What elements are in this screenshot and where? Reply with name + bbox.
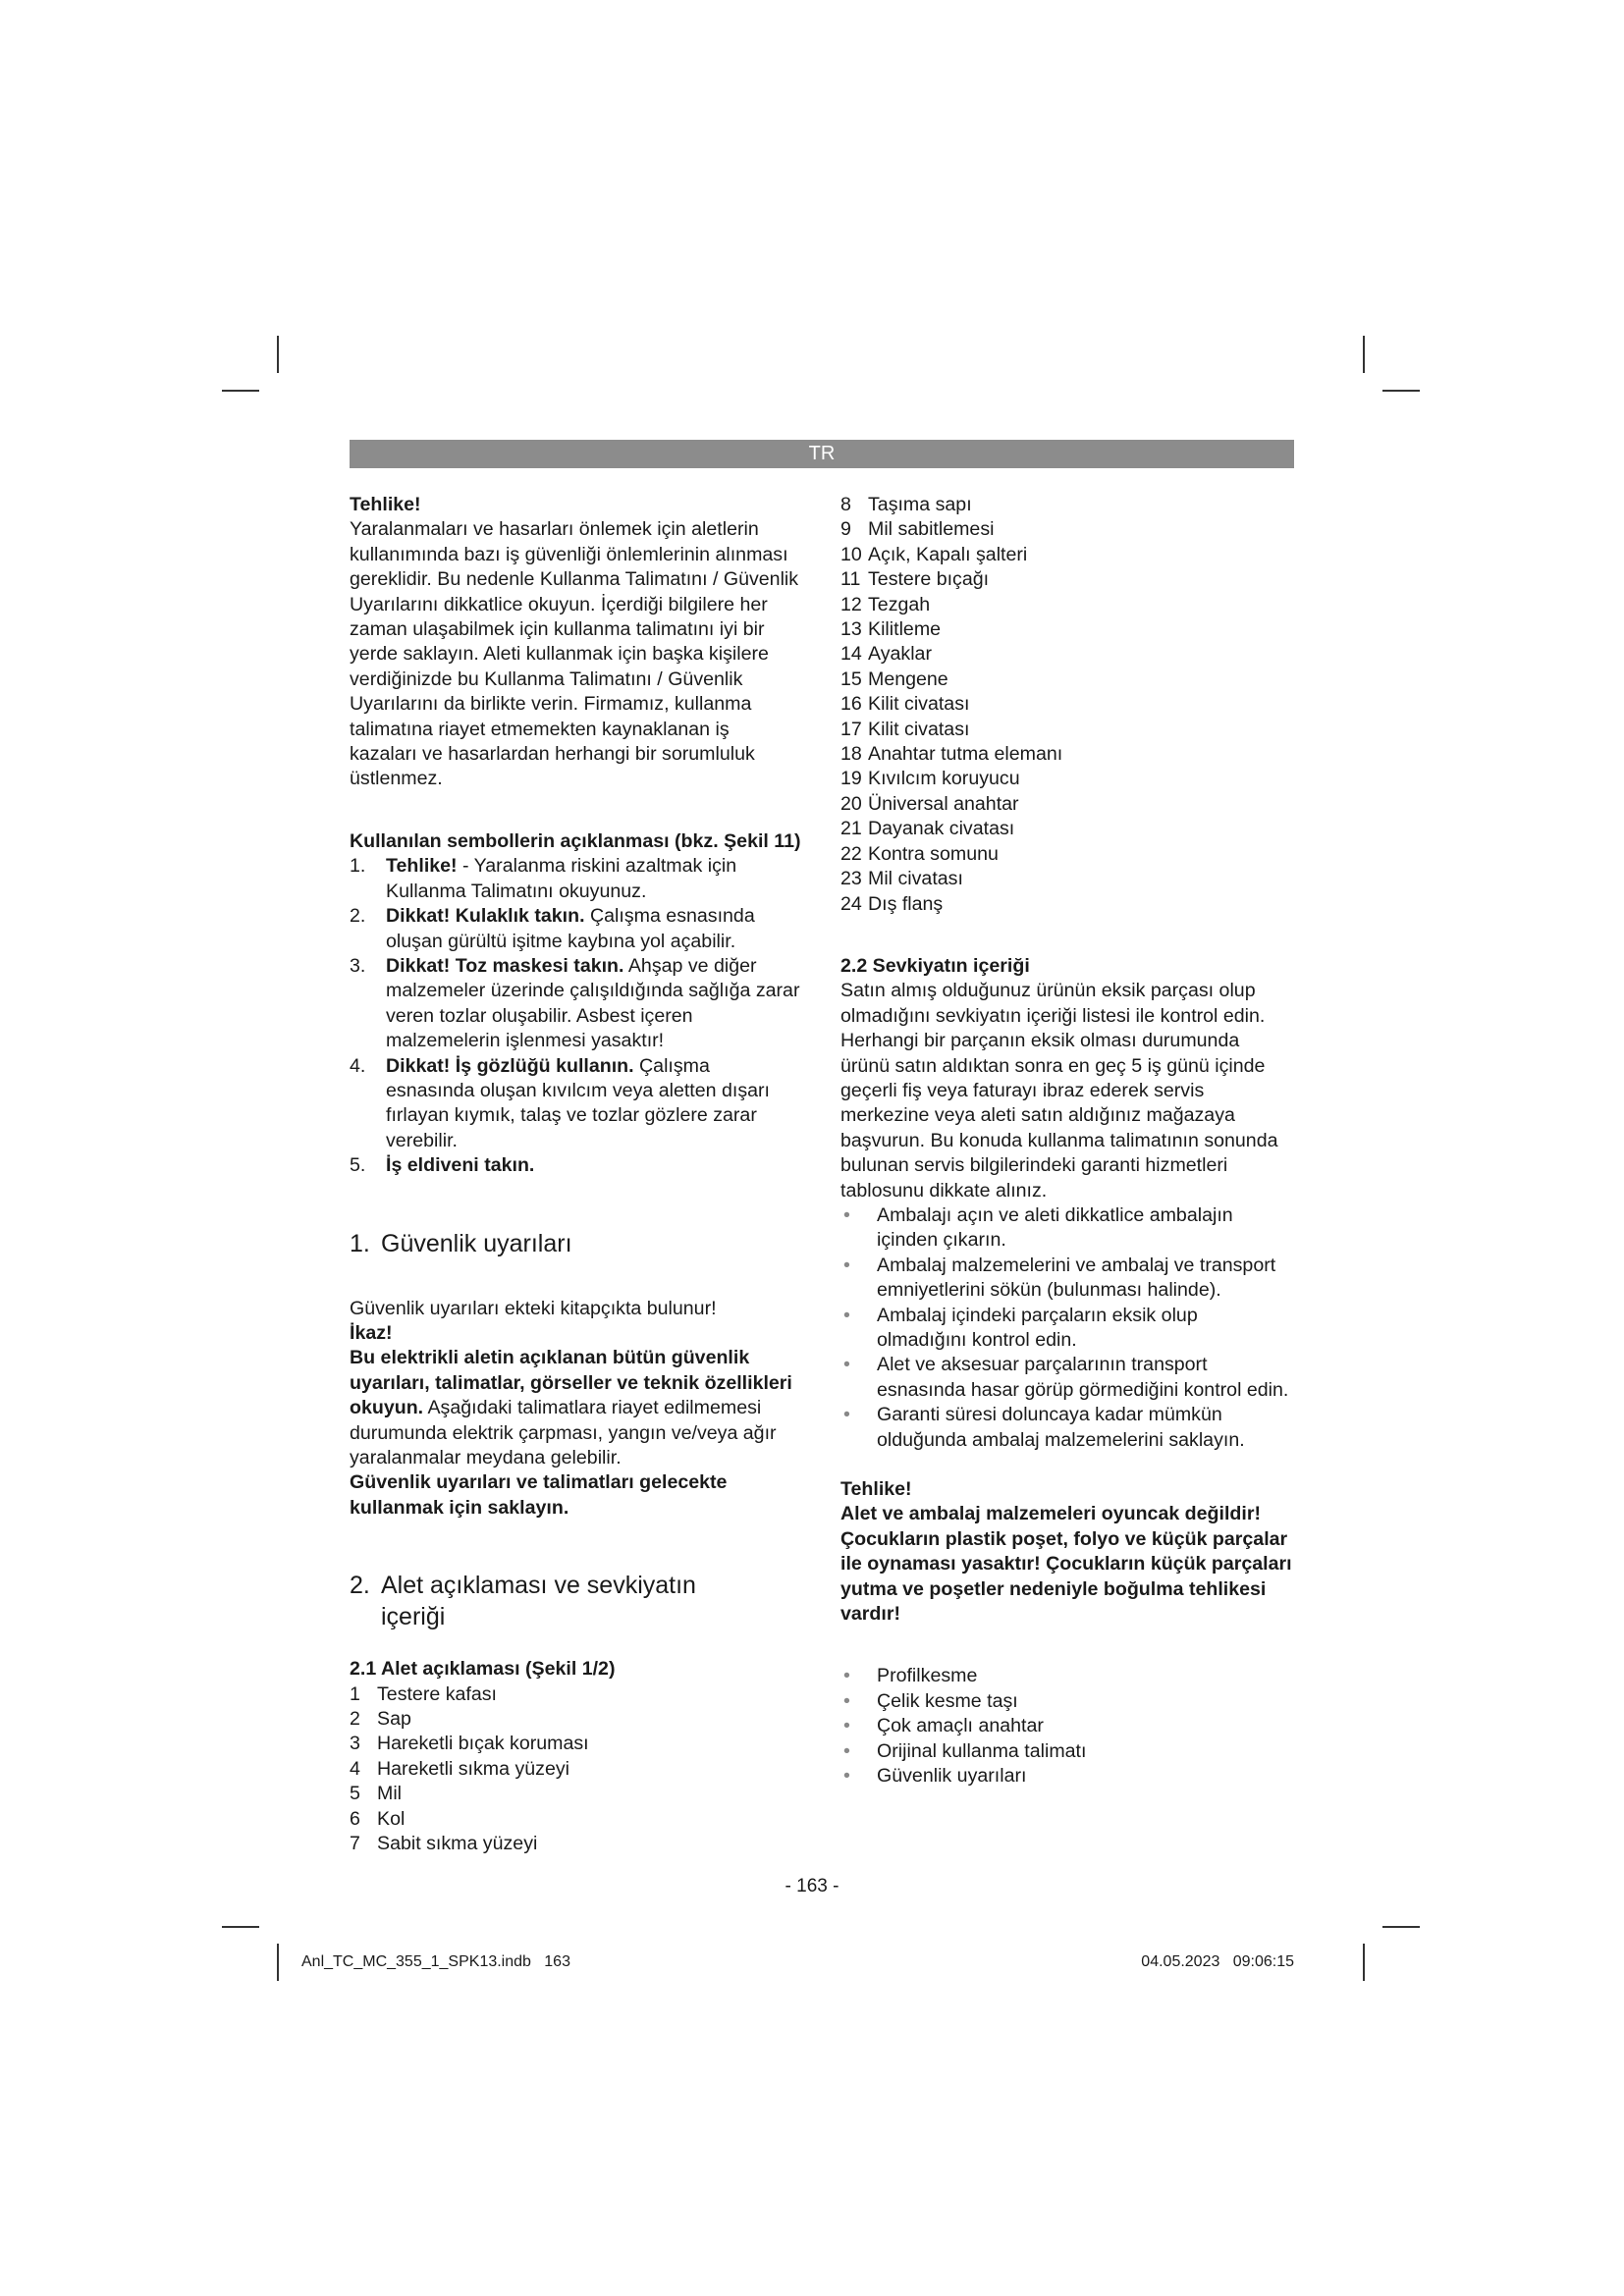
part-name: Mil civatası [868,868,963,890]
part-item [350,1757,801,1782]
section-1-paragraph [350,1346,801,1470]
part-name: Kilit civatası [868,693,970,716]
symbol-text: Çalışma esnasında oluşan gürültü işitme kaybına yol açabilir. [386,905,755,952]
left-column [350,493,801,1856]
part-item [840,593,1292,617]
part-number: 22 [840,842,862,865]
part-number: 15 [840,667,862,690]
section-1-number: 1. [350,1229,370,1257]
part-name: Kol [377,1807,406,1830]
part-item [840,617,1292,642]
part-number: 6 [350,1807,360,1830]
symbols-heading: Kullanılan sembollerin açıklanması (bkz. Şekil 11) [350,829,801,852]
crop-mark [222,1926,259,1928]
part-item [840,642,1292,667]
crop-mark [222,390,259,392]
part-number: 11 [840,568,861,591]
bullet-icon: • [843,1665,850,1687]
bullet-item [840,1403,1292,1453]
danger-heading-right: Tehlike! [840,1478,912,1501]
part-number: 2 [350,1708,360,1731]
part-name: Testere bıçağı [868,568,990,591]
bullet-item [840,1739,1292,1764]
crop-mark [1382,390,1420,392]
bullet-item [840,1254,1292,1304]
part-number: 21 [840,818,862,840]
symbol-text: Çalışma esnasında oluşan kıvılcım veya aletten dışarı fırlayan kıymık, talaş ve tozlar gözlere zarar verebilir. [386,1054,770,1151]
part-number: 3 [350,1733,360,1755]
part-item [350,1707,801,1732]
bullet-item [840,1714,1292,1738]
crop-mark [1363,336,1365,373]
part-item [350,1732,801,1756]
bullet-text: Güvenlik uyarıları [877,1765,1027,1788]
part-name: Tezgah [868,593,931,615]
part-name: Kontra somunu [868,842,999,865]
danger-heading: Tehlike! [350,494,421,515]
section-2-title-line-1: Alet açıklaması ve sevkiyatın [381,1572,696,1600]
part-name: Sap [377,1708,411,1731]
bullet-icon: • [843,1689,850,1712]
part-item [840,892,1292,917]
part-number: 1 [350,1682,360,1705]
symbol-item [350,854,801,904]
part-number: 16 [840,693,862,716]
delivery-contents-list [840,1664,1292,1789]
section-2-2-heading: 2.2 Sevkiyatın içeriği [840,954,1030,977]
part-number: 7 [350,1833,360,1855]
part-item [840,842,1292,867]
bullet-text: Çok amaçlı anahtar [877,1715,1044,1737]
part-item [840,792,1292,817]
footer-timestamp: 04.05.2023 09:06:15 [1141,1953,1294,1970]
part-item [840,867,1292,891]
parts-list-left [350,1682,801,1857]
part-number: 10 [840,543,862,565]
part-name: Kilit civatası [868,718,970,740]
part-number: 13 [840,618,862,641]
part-number: 9 [840,518,851,541]
part-name: Açık, Kapalı şalteri [868,543,1028,565]
part-name: Kilitleme [868,618,942,641]
footer-filename: Anl_TC_MC_355_1_SPK13.indb 163 [301,1953,570,1970]
part-number: 17 [840,718,862,740]
part-item [350,1832,801,1856]
bullet-icon: • [843,1203,850,1226]
part-number: 23 [840,868,862,890]
symbol-bold: Tehlike! [386,855,458,878]
part-item [350,1682,801,1707]
bullet-icon: • [843,1715,850,1737]
symbol-number: 5. [350,1154,366,1177]
danger-bold-text: Alet ve ambalaj malzemeleri oyuncak değildir! Çocukların plastik poşet, folyo ve küçük parçalar ile oynaması yasaktır! Çocukların küçük parçaları yutma ve poşetler nedeniyle boğulma tehlikesi vardır! [840,1503,1292,1626]
part-name: Mengene [868,667,948,690]
part-item [840,767,1292,791]
part-number: 20 [840,792,862,815]
part-number: 24 [840,892,862,915]
bullet-text: Profilkesme [877,1665,978,1687]
part-number: 12 [840,593,862,615]
part-item [840,817,1292,841]
symbol-bold: Dikkat! Toz maskesi takın. [386,954,624,977]
part-item [840,567,1292,592]
part-number: 4 [350,1757,360,1780]
part-name: Taşıma sapı [868,494,972,515]
bullet-text: Ambalaj içindeki parçaların eksik olup olmadığını kontrol edin. [877,1304,1198,1351]
part-item [840,692,1292,717]
bullet-item [840,1664,1292,1688]
symbol-number: 1. [350,855,366,878]
part-item [840,543,1292,567]
right-column [840,493,1292,1789]
language-header-bar [350,440,1294,468]
bullet-item [840,1353,1292,1403]
bullet-icon: • [843,1304,850,1326]
section-1-bold-text: Bu elektrikli aletin açıklanan bütün güvenlik uyarıları, talimatlar, görseller ve teknik özellikleri okuyun. [350,1347,792,1419]
part-number: 8 [840,494,851,515]
part-name: Mil sabitlemesi [868,518,995,541]
symbol-text: - Yaralanma riskini azaltmak için Kullanma Talimatını okuyunuz. [386,855,737,902]
bullet-text: Orijinal kullanma talimatı [877,1739,1087,1762]
part-number: 18 [840,743,862,766]
symbol-bold: İş eldiveni takın. [386,1154,535,1177]
part-name: Anahtar tutma elemanı [868,743,1063,766]
part-item [840,742,1292,767]
part-item [350,1807,801,1832]
bullet-icon: • [843,1354,850,1376]
crop-mark [1382,1926,1420,1928]
part-name: Dayanak civatası [868,818,1015,840]
section-1-intro: Güvenlik uyarıları ekteki kitapçıkta bulunur! [350,1297,717,1319]
part-name: Kıvılcım koruyucu [868,768,1020,790]
part-item [840,718,1292,742]
part-number: 14 [840,643,862,666]
bullet-icon: • [843,1765,850,1788]
symbol-text: Ahşap ve diğer malzemeler üzerinde çalışıldığında sağlığa zarar veren tozlar oluşabilir. Asbest içeren malzemelerin işlenmesi yasaktır! [386,954,800,1052]
parts-list-right [840,493,1292,917]
bullet-item [840,1304,1292,1354]
part-number: 19 [840,768,862,790]
section-1-heading [350,1228,801,1259]
part-name: Üniversal anahtar [868,792,1019,815]
part-item [840,517,1292,542]
page-number: - 163 - [785,1876,839,1896]
symbol-number: 3. [350,954,366,977]
bullet-icon: • [843,1739,850,1762]
section-1-title: Güvenlik uyarıları [381,1229,572,1257]
symbol-item [350,954,801,1054]
bullet-text: Çelik kesme taşı [877,1689,1018,1712]
bullet-item [840,1203,1292,1254]
part-name: Testere kafası [377,1682,497,1705]
crop-mark [1363,1944,1365,1981]
part-number: 5 [350,1783,360,1805]
symbol-bold: Dikkat! Kulaklık takın. [386,905,585,928]
section-2-number: 2. [350,1572,370,1600]
danger-text: Yaralanmaları ve hasarları önlemek için aletlerin kullanımında bazı iş güvenliği önlemlerinin alınması gereklidir. Bu nedenle Kullanma Talimatını / Güvenlik Uyarılarını dikkatlice okuyun. İçerdiği bilgilere her zaman ulaşabilmek için kullanma talimatını iyi bir yerde saklayın. Aleti kullanmak için başka kişilere verdiğinizde bu Kullanma Talimatını / Güvenlik Uyarılarını da birlikte verin. Firmamız, kullanma talimatına riayet etmemekten kaynaklanan iş kazaları ve hasarlardan herhangi bir sorumluluk üstlenmez. [350,518,799,790]
part-item [840,493,1292,517]
symbols-list [350,854,801,1178]
language-code: TR [808,443,836,464]
symbol-bold: Dikkat! İş gözlüğü kullanın. [386,1054,634,1077]
bullet-text: Alet ve aksesuar parçalarının transport esnasında hasar görüp görmediğini kontrol edin. [877,1354,1289,1401]
part-name: Ayaklar [868,643,932,666]
symbol-item [350,904,801,954]
bullet-icon: • [843,1404,850,1426]
bullet-text: Ambalaj malzemelerini ve ambalaj ve transport emniyetlerini sökün (bulunması halinde). [877,1254,1276,1302]
symbol-number: 4. [350,1054,366,1077]
crop-mark [277,336,279,373]
section-2-heading [350,1570,801,1632]
part-name: Dış flanş [868,892,944,915]
unpack-steps-list [840,1203,1292,1453]
part-item [350,1782,801,1806]
section-2-2-text: Satın almış olduğunuz ürünün eksik parçası olup olmadığını sevkiyatın içeriği listesi ile kontrol edin. Herhangi bir parçanın eksik olması durumunda ürünü satın aldıktan sonra en geç 5 iş günü içinde geçerli fiş veya faturayı ibraz ederek servis merkezine veya aleti satın aldığınız mağazaya başvurun. Bu konuda kullanma talimatının sonunda bulunan servis bilgilerindeki garanti hizmetleri tablosunu dikkate alınız. [840,980,1278,1201]
symbol-item [350,1153,801,1178]
section-1-text: Aşağıdaki talimatlara riayet edilmemesi durumunda elektrik çarpması, yangın ve/veya ağır yaralanmalar meydana gelebilir. [350,1397,777,1468]
part-name: Hareketli sıkma yüzeyi [377,1757,569,1780]
bullet-item [840,1689,1292,1714]
symbol-number: 2. [350,905,366,928]
crop-mark [277,1944,279,1981]
part-name: Hareketli bıçak koruması [377,1733,589,1755]
bullet-item [840,1764,1292,1789]
symbol-item [350,1054,801,1154]
section-1-warning: İkaz! [350,1321,393,1344]
section-2-1-heading: 2.1 Alet açıklaması (Şekil 1/2) [350,1658,616,1681]
section-1-save-note: Güvenlik uyarıları ve talimatları gelecekte kullanmak için saklayın. [350,1471,728,1519]
bullet-text: Garanti süresi doluncaya kadar mümkün olduğunda ambalaj malzemelerini saklayın. [877,1404,1245,1451]
bullet-text: Ambalajı açın ve aleti dikkatlice ambalajın içinden çıkarın. [877,1203,1233,1252]
bullet-icon: • [843,1254,850,1276]
part-name: Mil [377,1783,403,1805]
part-name: Sabit sıkma yüzeyi [377,1833,538,1855]
part-item [840,667,1292,692]
section-2-title-line-2: içeriği [381,1603,446,1631]
